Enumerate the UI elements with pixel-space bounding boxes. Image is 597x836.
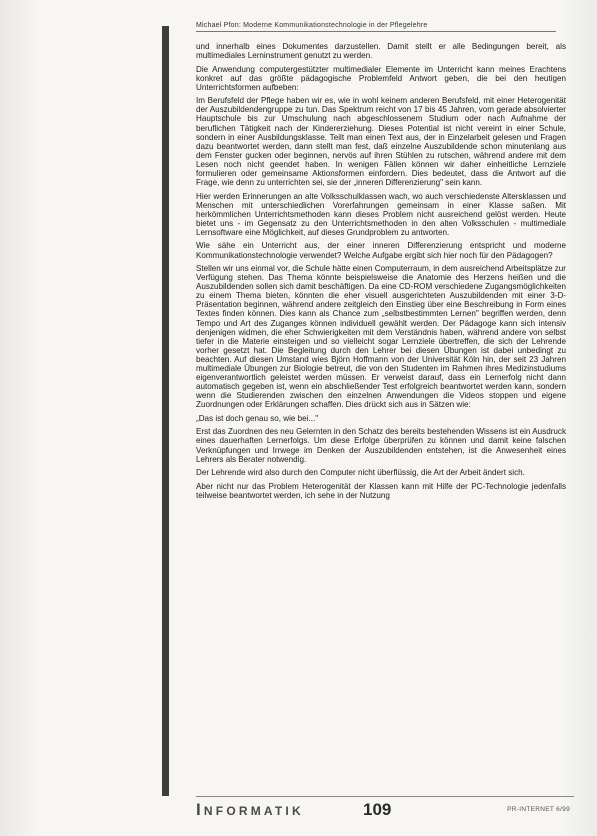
paragraph: Hier werden Erinnerungen an alte Volksschulklassen wach, wo auch verschiedenste Altersklassen und Menschen mit unterschiedlichen Vorerfahrungen gemeinsam in einer Klasse saßen. Mit herkömmlichen Unterrichtsmethoden kann dieses Problem nicht ausreichend gelöst werden. Heute bietet uns - im Gegensatz zu den Unterrichtsmethoden in den alten Volksschulen - multimediale Lernsoftware eine Möglichkeit, auf dieses Grundproblem zu antworten.: [196, 191, 566, 237]
quote-paragraph: „Das ist doch genau so, wie bei...": [196, 413, 319, 423]
paragraph: Erst das Zuordnen des neu Gelernten in den Schatz des bereits bestehenden Wissens ist ein Ausdruck eines dauerhaften Lernerfolgs. Um diese Erfolge überprüfen zu können und damit keine falschen Verknüpfungen und Irrwege im Denken der Auszubildenden entstehen, ist die Anwesenheit eines Lehrers als Berater notwendig.: [196, 427, 566, 464]
paragraph: Stellen wir uns einmal vor, die Schule hätte einen Computerraum, in dem ausreichend Arbeitsplätze zur Verfügung stehen. Das Thema könnte beispielsweise die Anatomie des Herzens heißen und die Auszubildenden sollen sich damit beschäftigen. Da eine CD-ROM verschiedene Zugangsmöglichkeiten zu einem Thema bieten, könnten die eher visuell ausgerichteten Auszubildenden mit einer 3-D-Präsentation beginnen, während andere zeitgleich den Einstieg über eine Beschreibung in Form eines Textes finden können. Dies kann als Chance zum „selbstbestimmten Lernen" begriffen werden, denn Tempo und Art des Zuganges können individuell gewählt werden. Der Pädagoge kann sich intensiv denjenigen widmen, die eher Schwierigkeiten mit dem Verständnis haben, während andere von selbst tiefer in die Materie einsteigen und so vielleicht sogar Lernziele übertreffen, die sich der Lehrende vorher gesetzt hat. Die Begleitung durch den Lehrer bei diesen Übungen ist dabei unbedingt zu beachten. Auf diesen Umstand wies Björn Hoffmann von der Universität Köln hin, der seit 23 Jahren multimediale Übungen zur Biologie betreut, die von den Studenten im Rahmen ihres Medizinstudiums eigenverantwortlich geleistet werden müssen. Er verweist darauf, dass ein Lernerfolg nicht dann automatisch gegeben ist, wenn ein abschließender Test erfolgreich beantwortet werden kann, sondern wenn die Studierenden zwischen den einzelnen Anwendungen die Videos stoppen und eigene Zuordnungen oder Erklärungen schaffen. Dies drückt sich aus in Sätzen wie:: [196, 264, 566, 410]
footer-rule: [196, 796, 574, 797]
paragraph: Wie sähe ein Unterricht aus, der einer inneren Differenzierung entspricht und moderne Kommunikationstechnologie verwendet? Welche Aufgabe ergibt sich hier noch für den Pädagogen?: [196, 241, 566, 260]
section-title: Informatik: [196, 800, 304, 819]
paragraph: Der Lehrende wird also durch den Computer nicht überflüssig, die Art der Arbeit ändert sich.: [196, 468, 525, 478]
article-body: [196, 42, 566, 504]
sidebar-bar: [162, 26, 169, 796]
running-header: Michael Pfon: Moderne Kommunikationstechnologie in der Pflegelehre: [196, 22, 556, 32]
paragraph: Aber nicht nur das Problem Heterogenität der Klassen kann mit Hilfe der PC-Technologie jedenfalls teilweise beantwortet werden, ich sehe in der Nutzung: [196, 481, 566, 500]
paragraph: Im Berufsfeld der Pflege haben wir es, wie in wohl keinem anderen Berufsfeld, mit einer Heterogenität der Auszubildendengruppe zu tun. Das Spektrum reicht von 17 bis 45 Jahren, vom gerade absolvierter Hauptschule bis zur Umschulung nach abgeschlossenem Studium oder nach Aufnahme der beruflichen Tätigkeit nach der Kindererziehung. Dieses Potential ist nicht vereint in einer Schule, sondern in einer Ausbildungsklasse. Teilt man einen Text aus, der in Einzelarbeit gelesen und Fragen dazu beantwortet werden, dann stellt man fest, daß einzelne Auszubildende schon minutenlang aus dem Fenster gucken oder beginnen, nervös auf ihren Stühlen zu rutschen, während andere mit dem Lesen noch nicht geendet haben. In wenigen Fällen können wir daher einheitliche Lernziele formulieren oder gemeinsame Aktionsformen einfordern. Dies bedeutet, dass die Antwort auf die Frage, wie denn zu unterrichten sei, sie der „inneren Differenzierung" sein kann.: [196, 96, 566, 188]
journal-issue: PR-INTERNET 6/99: [507, 806, 570, 813]
page-number: 109: [363, 800, 392, 819]
paragraph: Die Anwendung computergestützter multimedialer Elemente im Unterricht kann meines Erachtens konkret auf das größte pädagogische Problemfeld Antwort geben, die bei den heutigen Unterrichtsformen aufbeben:: [196, 64, 566, 92]
page-footer: [196, 796, 574, 822]
paragraph: und innerhalb eines Dokumentes darzustellen. Damit stellt er alle Bedingungen bereit, als multimediales Lerninstrument genutzt zu werden.: [196, 42, 566, 61]
